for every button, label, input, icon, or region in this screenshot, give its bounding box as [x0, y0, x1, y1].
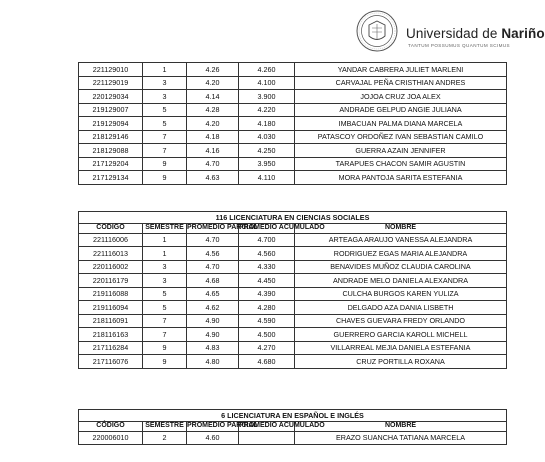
- cell-promedio-parcial: 4.28: [187, 103, 239, 117]
- cell-promedio-acumulado: 4.110: [239, 171, 295, 185]
- table-row: [79, 431, 507, 445]
- cell-nombre: JOJOA CRUZ JOA ALEX: [295, 90, 507, 104]
- cell-promedio-acumulado: 4.180: [239, 117, 295, 131]
- cell-promedio-acumulado: 4.280: [239, 301, 295, 315]
- cell-promedio-parcial: 4.26: [187, 63, 239, 77]
- cell-nombre: YANDAR CABRERA JULIET MARLENI: [295, 63, 507, 77]
- university-logo: [356, 8, 545, 56]
- cell-nombre: MORA PANTOJA SARITA ESTEFANIA: [295, 171, 507, 185]
- cell-nombre: RODRIGUEZ EGAS MARIA ALEJANDRA: [295, 247, 507, 261]
- cell-promedio-acumulado: [239, 431, 295, 445]
- cell-promedio-acumulado: 4.330: [239, 260, 295, 274]
- cell-codigo: 219116094: [79, 301, 143, 315]
- cell-promedio-acumulado: 4.270: [239, 341, 295, 355]
- cell-promedio-parcial: 4.14: [187, 90, 239, 104]
- table-ciencias-sociales: [78, 211, 507, 369]
- university-seal-icon: [356, 10, 398, 52]
- cell-promedio-parcial: 4.63: [187, 171, 239, 185]
- program-title: 116 LICENCIATURA EN CIENCIAS SOCIALES: [79, 212, 507, 224]
- cell-nombre: PATASCOY ORDOÑEZ IVAN SEBASTIAN CAMILO: [295, 130, 507, 144]
- header-promedio-parcial: PROMEDIO PARCIAL: [187, 224, 258, 231]
- cell-promedio-parcial: 4.62: [187, 301, 239, 315]
- cell-promedio-parcial: 4.80: [187, 355, 239, 369]
- cell-codigo: 221129010: [79, 63, 143, 77]
- table-row: [79, 274, 507, 288]
- cell-codigo: 221116013: [79, 247, 143, 261]
- cell-semestre: 3: [143, 76, 187, 90]
- table-row: [79, 247, 507, 261]
- cell-codigo: 217116076: [79, 355, 143, 369]
- cell-codigo: 218116163: [79, 328, 143, 342]
- cell-nombre: ARTEAGA ARAUJO VANESSA ALEJANDRA: [295, 233, 507, 247]
- cell-semestre: 9: [143, 171, 187, 185]
- cell-codigo: 220129034: [79, 90, 143, 104]
- cell-promedio-acumulado: 4.030: [239, 130, 295, 144]
- cell-codigo: 219129094: [79, 117, 143, 131]
- table-row: [79, 260, 507, 274]
- cell-promedio-acumulado: 4.680: [239, 355, 295, 369]
- cell-nombre: IMBACUAN PALMA DIANA MARCELA: [295, 117, 507, 131]
- header-promedio-acumulado: PROMEDIO ACUMULADO: [239, 422, 325, 429]
- cell-nombre: CULCHA BURGOS KAREN YULIZA: [295, 287, 507, 301]
- cell-semestre: 9: [143, 157, 187, 171]
- cell-promedio-acumulado: 4.590: [239, 314, 295, 328]
- cell-nombre: ERAZO SUANCHA TATIANA MARCELA: [295, 431, 507, 445]
- cell-codigo: 217129204: [79, 157, 143, 171]
- cell-promedio-parcial: 4.18: [187, 130, 239, 144]
- cell-promedio-parcial: 4.90: [187, 328, 239, 342]
- header-promedio-parcial: PROMEDIO PARCIAL: [187, 422, 258, 429]
- table-row: [79, 90, 507, 104]
- table-row: [79, 328, 507, 342]
- cell-promedio-acumulado: 3.900: [239, 90, 295, 104]
- cell-promedio-parcial: 4.70: [187, 157, 239, 171]
- cell-nombre: CRUZ PORTILLA ROXANA: [295, 355, 507, 369]
- cell-codigo: 221129019: [79, 76, 143, 90]
- cell-codigo: 219116088: [79, 287, 143, 301]
- cell-nombre: CARVAJAL PEÑA CRISTHIAN ANDRES: [295, 76, 507, 90]
- cell-semestre: 5: [143, 287, 187, 301]
- table-row: [79, 287, 507, 301]
- table-row: [79, 314, 507, 328]
- table-row: [79, 117, 507, 131]
- cell-nombre: TARAPUES CHACON SAMIR AGUSTIN: [295, 157, 507, 171]
- cell-promedio-acumulado: 4.560: [239, 247, 295, 261]
- cell-promedio-parcial: 4.20: [187, 76, 239, 90]
- table-row: [79, 144, 507, 158]
- cell-promedio-acumulado: 4.390: [239, 287, 295, 301]
- cell-codigo: 218129088: [79, 144, 143, 158]
- cell-codigo: 217116284: [79, 341, 143, 355]
- cell-promedio-acumulado: 4.700: [239, 233, 295, 247]
- table-row: [79, 63, 507, 77]
- table-row: [79, 355, 507, 369]
- table-row: [79, 341, 507, 355]
- cell-nombre: GUERRERO GARCIA KAROLL MICHELL: [295, 328, 507, 342]
- cell-semestre: 5: [143, 117, 187, 131]
- cell-promedio-parcial: 4.56: [187, 247, 239, 261]
- cell-nombre: VILLARREAL MEJIA DANIELA ESTEFANIA: [295, 341, 507, 355]
- header-semestre: SEMESTRE: [143, 224, 187, 234]
- header-codigo: CODIGO: [79, 224, 143, 234]
- table-row: [79, 171, 507, 185]
- table-row: [79, 76, 507, 90]
- table-row: [79, 233, 507, 247]
- table-row: [79, 301, 507, 315]
- cell-semestre: 5: [143, 301, 187, 315]
- cell-semestre: 1: [143, 247, 187, 261]
- cell-promedio-acumulado: 4.500: [239, 328, 295, 342]
- cell-promedio-parcial: 4.20: [187, 117, 239, 131]
- cell-nombre: CHAVES GUEVARA FREDY ORLANDO: [295, 314, 507, 328]
- cell-semestre: 5: [143, 103, 187, 117]
- cell-semestre: 7: [143, 314, 187, 328]
- cell-nombre: ANDRADE MELO DANIELA ALEXANDRA: [295, 274, 507, 288]
- cell-semestre: 7: [143, 130, 187, 144]
- cell-semestre: 9: [143, 355, 187, 369]
- cell-promedio-acumulado: 4.250: [239, 144, 295, 158]
- cell-promedio-parcial: 4.68: [187, 274, 239, 288]
- cell-nombre: GUERRA AZAIN JENNIFER: [295, 144, 507, 158]
- table-espanol-ingles: [78, 409, 507, 445]
- cell-promedio-parcial: 4.16: [187, 144, 239, 158]
- cell-codigo: 220116179: [79, 274, 143, 288]
- cell-semestre: 7: [143, 328, 187, 342]
- cell-codigo: 220006010: [79, 431, 143, 445]
- cell-promedio-acumulado: 4.450: [239, 274, 295, 288]
- cell-nombre: ANDRADE GELPUD ANGIE JULIANA: [295, 103, 507, 117]
- cell-promedio-parcial: 4.65: [187, 287, 239, 301]
- cell-promedio-acumulado: 4.100: [239, 76, 295, 90]
- cell-semestre: 1: [143, 63, 187, 77]
- cell-codigo: 218129146: [79, 130, 143, 144]
- cell-nombre: DELGADO AZA DANIA LISBETH: [295, 301, 507, 315]
- header-semestre: SEMESTRE: [143, 422, 187, 432]
- university-name: Universidad de Nariño: [406, 26, 545, 41]
- cell-promedio-acumulado: 3.950: [239, 157, 295, 171]
- cell-codigo: 221116006: [79, 233, 143, 247]
- cell-promedio-parcial: 4.70: [187, 260, 239, 274]
- cell-semestre: 3: [143, 274, 187, 288]
- cell-semestre: 3: [143, 260, 187, 274]
- cell-nombre: BENAVIDES MUÑOZ CLAUDIA CAROLINA: [295, 260, 507, 274]
- cell-semestre: 1: [143, 233, 187, 247]
- table-continuation: [78, 62, 507, 185]
- university-motto: TANTUM POSSUMUS QUANTUM SCIMUS: [408, 43, 511, 48]
- header-codigo: CÓDIGO: [79, 422, 143, 432]
- cell-promedio-parcial: 4.70: [187, 233, 239, 247]
- cell-semestre: 7: [143, 144, 187, 158]
- cell-codigo: 219129007: [79, 103, 143, 117]
- header-nombre: NOMBRE: [295, 224, 507, 234]
- cell-semestre: 2: [143, 431, 187, 445]
- cell-promedio-acumulado: 4.260: [239, 63, 295, 77]
- cell-semestre: 3: [143, 90, 187, 104]
- cell-semestre: 9: [143, 341, 187, 355]
- cell-codigo: 217129134: [79, 171, 143, 185]
- program-title: 6 LICENCIATURA EN ESPAÑOL E INGLÉS: [79, 410, 507, 422]
- cell-codigo: 218116091: [79, 314, 143, 328]
- cell-codigo: 220116002: [79, 260, 143, 274]
- header-nombre: NOMBRE: [295, 422, 507, 432]
- cell-promedio-parcial: 4.60: [187, 431, 239, 445]
- cell-promedio-parcial: 4.90: [187, 314, 239, 328]
- table-row: [79, 130, 507, 144]
- header-promedio-acumulado: PROMEDIO ACUMULADO: [239, 224, 325, 231]
- cell-promedio-parcial: 4.83: [187, 341, 239, 355]
- table-row: [79, 103, 507, 117]
- table-row: [79, 157, 507, 171]
- cell-promedio-acumulado: 4.220: [239, 103, 295, 117]
